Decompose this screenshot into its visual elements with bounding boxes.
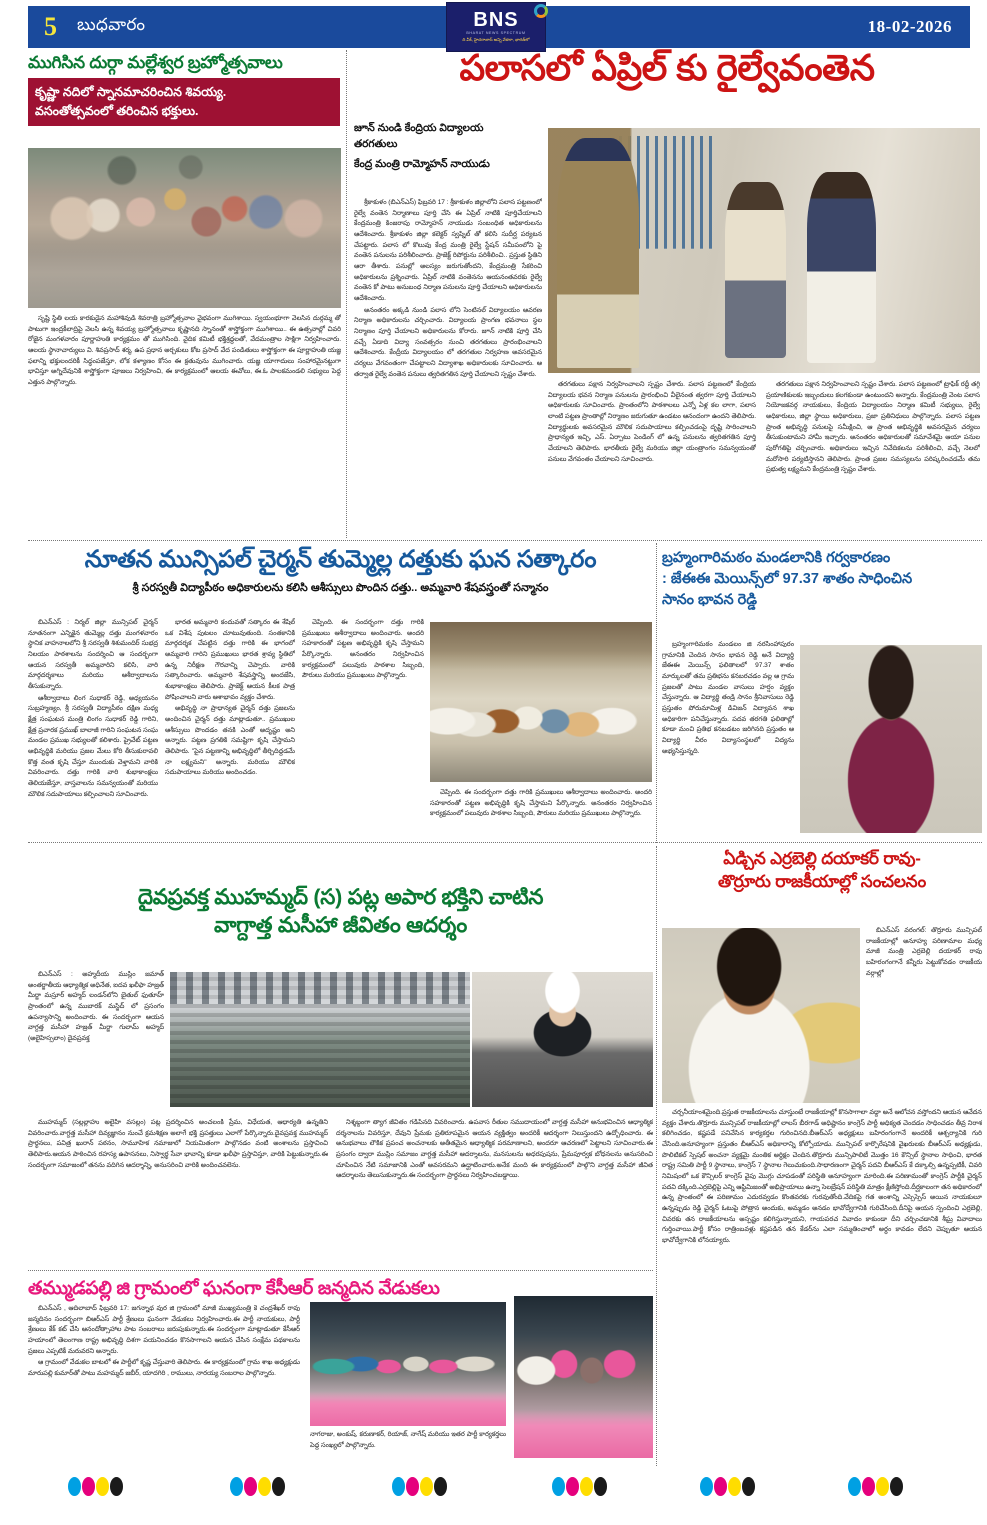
railway-body-p1: శ్రీకాకుళం (బిఎన్ఎస్) ఫిబ్రవరి 17 : శ్రీకాకుళం జిల్లాలోని పలాస పట్టణంలో రైల్వే వంతెన నిర్మాణాలు పూర్తి చేసి ఈ ఏప్రిల్ నాటికి పూర్తిచేయాలని కేంద్రమంత్రి కింజరాపు రామ్మోహన్ నాయుడు సంబంధిత అధికారులను ఆదేశించారు. శ్రీకాకుళం జిల్లా కలెక్టర్ స్వప్నిల్ తో కలిసి సుదీర్ఘ పర్యటన చేపట్టారు. పలాస లో కొలువు కేంద్ర మంత్రి రైల్వే స్టేషన్ సమీపంలోని పై వంతెన పనులను పరిశీలించారు. ప్రాజెక్ట్ రిపోర్టును పరిశీలించి.. ప్రస్తుత స్థితిని ఆరా తీశారు. పనుల్లో అలస్యం జరుగుతోందని, కేంద్రమంత్రి సేకరించి అధికారులను ప్రశ్నించారు. ఏప్రిల్ నాటికి వంతెనను ఆయనంతవరకు రైల్వే వంతెన కో పాటు అనుబంధ నిర్మాణ పనులను పూర్తి చేయాలని అధికారులను ఆదేశించారు. — [354, 199, 542, 303]
cmyk-yellow-dot — [258, 1477, 271, 1496]
railway-body-p3: తరగతులు పక్షాన నిర్వహించాలని స్పష్టం చేశారు. పలాస పట్టణంలో కేంద్రియ విద్యాలయ భవన నిర్మాణ పనులను ప్రారంభించి వీలైనంత త్వరగా పూర్తి చేయాలని అధికారులకు సూచించారు. ప్రాంతంలోని పాఠశాలలు ఎన్నో ఏళ్ల కల లాగా, పలాస లాంటి పట్టణ ప్రాంతాల్లో నిర్మాణం జరుగుతూ ఉండటం ఆనందంగా ఉందని తెలిపారు. విద్యార్థులకు అవసరమైన మౌలిక సదుపాయాలు కల్పించడంపై దృష్టి సారించాలని ప్రాధాన్యత ఇచ్చి, ఎస్. ఏర్పాటు పెండింగ్ లో ఉన్న పనులను త్వరితగతిన పూర్తి చేయాలని తెలిపారు. భారతీయ రైల్వే మరియు జిల్లా యంత్రాంగం సమన్వయంతో పనులు వేగవంతం చేయాలని సూచించారు. — [548, 381, 756, 463]
kcr-names-p: నాగరాజు, అంకుష్, కరుణాకర్, రియాజ్, నాగేష్ మరియు ఇతర పార్టీ కార్యకర్తలు పెద్ద సంఖ్యలో పాల్గొన్నారు. — [310, 1431, 506, 1449]
kcr-names-line — [310, 1430, 506, 1464]
logo-subtitle-en: BHARAT NEWS SPECTRUM — [466, 31, 526, 35]
durga-headline: ముగిసిన దుర్గా మల్లేశ్వర బ్రహ్మోత్సవాలు — [28, 53, 283, 72]
kcr-body-p1: బిఎన్ఎస్ , ఆదిలాబాద్ ఫిబ్రవరి 17: జగన్నాథ వుర జి గ్రామంలో మాజీ ముఖ్యమంత్రి కె చంద్రశేఖర్ రావు జన్మదినం సందర్భంగా బిఆర్ఎస్ పార్టీ శ్రేణులు ఘనంగా వేడుకలు నిర్వహించారు.ఈ పార్టీ నాయకులు, పార్టీ శ్రేణులు కేక్ కట్ చేసి ఆనందోత్సాహాల పాట సంబరాలు జరుపుకున్నారు.ఈ సందర్భంగా మాట్లాడుతూ కేసీఆర్ హయాంలో తెలంగాణ రాష్ట్ర అభివృద్ధి దిశగా పయనించడం కొనసాగాలని ఆయన చేసిన సంక్షేమ పథకాలను ప్రజలు ఎప్పటికీ మరువరని అన్నారు. — [28, 1305, 300, 1355]
prophet-headline-line2: వాగ్దాత్త మసీహా జీవితం ఆదర్శం — [214, 912, 467, 937]
prophet-body-column-3 — [336, 1118, 653, 1266]
chairman-photo-caption-text — [430, 788, 652, 832]
publication-date: 18-02-2026 — [867, 17, 952, 36]
cmyk-yellow-dot — [96, 1477, 109, 1496]
railway-subhead-line1: జూన్ నుండి కేంద్రియ విద్యాలయ — [354, 122, 484, 134]
section-divider-1 — [28, 540, 982, 541]
article-student — [662, 548, 982, 611]
chairman-body-column-3 — [302, 618, 424, 830]
cmyk-mark-4 — [552, 1477, 607, 1496]
railway-body-column-1 — [354, 198, 542, 536]
prophet-body-p1: బిఎన్ఎస్ : అహ్మదీయ ముస్లిం జమాత్ అంతర్జాతీయ ఆధ్యాత్మిక అధినేత, ఐదవ ఖలీఫా హజ్రత్ మీర్జా మస్రూర్ అహ్మద్ లండన్‌లోని బైతుల్ ఫుతూహ్ ప్రాంతంలో ఉన్న ముబారక్ మస్జిద్ లో ప్రసంగం ఉపన్యాసాన్ని అందించారు. ఈ సందర్భంగా ఆయన వాగ్దత్త మసీహా హజ్రత్ మీర్జా గులామ్ అహ్మద్ (అలైహిస్సలాం) దైవప్రవక్త — [28, 971, 164, 1043]
railway-body-column-2 — [548, 380, 756, 536]
page-number: 5 — [44, 12, 57, 41]
cmyk-black-dot — [434, 1477, 447, 1496]
logo-wordmark: BNS — [473, 9, 519, 31]
cmyk-cyan-dot — [68, 1477, 81, 1496]
cmyk-magenta-dot — [714, 1477, 727, 1496]
cmyk-mark-6 — [848, 1477, 903, 1496]
cmyk-magenta-dot — [244, 1477, 257, 1496]
cmyk-black-dot — [742, 1477, 755, 1496]
prophet-mosque-photo — [170, 972, 470, 1107]
durga-subhead-line2: వసంతోత్సవంలో తరించిన భక్తులు. — [35, 104, 199, 118]
cmyk-mark-5 — [700, 1477, 755, 1496]
cmyk-yellow-dot — [728, 1477, 741, 1496]
cmyk-magenta-dot — [82, 1477, 95, 1496]
student-body-text — [662, 640, 794, 838]
article-railway — [352, 48, 982, 88]
kcr-celebration-photo-1 — [310, 1302, 506, 1426]
article-kcr — [28, 1276, 508, 1299]
cmyk-black-dot — [890, 1477, 903, 1496]
column-divider-1 — [346, 50, 347, 538]
yerrabelli-portrait-photo — [662, 928, 860, 1103]
cmyk-cyan-dot — [700, 1477, 713, 1496]
article-durga — [28, 52, 340, 126]
student-headline-line3: సానం భావన రెడ్డి — [662, 592, 757, 609]
column-divider-3 — [656, 846, 657, 1466]
cmyk-yellow-dot — [580, 1477, 593, 1496]
student-body-p: బ్రహ్మంగారిమఠం మండలం జి నరసింహాపురం గ్రామానికి చెందిన సానం భావన రెడ్డి అనే విద్యార్థి జేఈఈ మెయిన్స్ ఫలితాలలో 97.37 శాతం మార్కులతో తమ ప్రతిభను కనబరచడం వల్ల ఆ గ్రామ ప్రజలతో పాటు మండల వాసులు హర్షం వ్యక్తం చేస్తున్నారు. ఆ విద్యార్థి తండ్రి సానం శ్రీనివాసులు రెడ్డి ప్రస్తుతం పోరుమామిళ్ల డివిజన్ విద్యావన శాఖ అధికారిగా పనిచేస్తున్నారు. పదవ తరగతి ఫలితాల్లో కూడా మంచి ప్రతిభ కనబడటం జరిగినది ప్రస్తుతం ఆ విద్యార్థి వీరం విద్యాసంస్థలలో విద్యను అభ్యసిస్తున్నది. — [662, 641, 794, 755]
section-divider-3 — [28, 1270, 653, 1271]
weekday-label: బుధవారం — [77, 15, 146, 34]
chairman-body-p3: చెప్పింది. ఈ సందర్భంగా దత్తు గారికి ప్రముఖులు ఆశీర్వాదాలు అందించారు. అందరి సహకారంతో పట్టణ అభివృద్ధికి కృషి చేస్తామని పేర్కొన్నారు. అనంతరం నిర్వహించిన కార్యక్రమంలో పలువురు పాఠశాల సిబ్బంది, పౌరులు మరియు ప్రముఖులు పాల్గొన్నారు. — [302, 619, 424, 680]
yerrabelli-body-main-p: చర్చనీయాంశమైంది.ప్రస్తుత రాజకీయాలను చూస్తుంటే రాజకీయాల్లో కొనసాగాలా వద్దా అనే ఆలోచన వస్తోందని ఆయన ఆవేదన వ్యక్తం చేశారు.తొర్రూరు మున్సిపల్ రాజకీయాల్లో లాలస్ బీరగాడ్ అధిష్టానం కాంగ్రెస్ పార్టీ అధిక్యత చెందడం సాధించడం తీవ్ర నిరాశ కలిగించడం, కష్టపడే పనివేసిన కార్యకర్తల గురించినది.బీఆర్ఎస్ అధ్యక్షులు బహిరంగంగానే అందరికీ ఆశ్చర్యానికి గురి చేసింది.అనూహ్యంగా ప్రస్తుతం బీఆర్ఎస్ అధికారాన్ని కోల్పోయాడు. మున్సిపల్ కార్పొరేషనికి వైఖరులకు బీఆర్ఎస్ అధ్యక్షుడు, పొలిటికల్ స్పెషల్ అంచనా వ్యక్తమై మంతిక అర్థిక్షం చెందిన.తొర్రూరు మున్సిపాలిటీ మొత్తం 16 కౌన్సిల్ స్థానాల సాధించి, భారత రాష్ట్ర సమితి పార్టీ 9 స్థానాలు, కాంగ్రెస్ 7 స్థానాల గెలుచుకుంది.సాధారణంగా చైర్మన్ పదవి బీఆర్ఎస్ కే దక్కాల్సి ఉన్నప్పటికీ, చివరి నిమిషంలో ఒక కౌన్సిలర్ కాంగ్రెస్ వైపు మొగ్గు చూపడంతో పరిస్థితి అనూహ్యంగా మారింది.ఈ పరిణామంతో కాంగ్రెస్ పార్టీకి చైర్మన్ పదవి దక్కింది.ఎర్రబెల్లిపై ఎన్ని ఆప్టిమిజంతో అభిప్రాయాలు ఉన్నా సెలబ్రేషన్ పరిస్థితి మాత్రం క్షీణిస్తోంది.దీర్ఘకాలంగా తన అధికారంలో ఉన్న ప్రాంతంలో ఈ పరిణామం ఎదురవ్వడం కొంతవరకు గురవుతోంది.వేదికపై గత అంశాన్ని ఎస్సెస్సెస్ అయిన నాయకులూ ఉన్నప్పుడు రెడ్డి చైర్మన్ ఓటుపై పోత్రాన అందుకు, అమ్మడం అనడం భావోద్వేగానికి గురిచేసింది.దీనిపై ఆయన స్పందించి ఎర్రబెల్లి, చివరకు తన రాజకీయాలను అస్పష్టం కలిగిస్తున్నాయని, గాయపరచ వివాదం కాకుండా దీని చర్చించడానికి శీఘ్ర వివాదాలు గుర్తించాయి.పార్టీ కోసం రాత్రింబవళ్లు కష్టపడిన తన కేడర్‌ను ఎలా సమ్మతించాలో అర్థం కావడం లేదని చెప్పుతూ ఆయన భావోద్వేగానికి లోనయ్యారు. — [662, 1109, 982, 1245]
chairman-caption-p: చెప్పింది. ఈ సందర్భంగా దత్తు గారికి ప్రముఖులు ఆశీర్వాదాలు అందించారు. అందరి సహకారంతో పట్టణ అభివృద్ధికి కృషి చేస్తామని పేర్కొన్నారు. అనంతరం నిర్వహించిన కార్యక్రమంలో పలువురు పాఠశాల సిబ్బంది, పౌరులు మరియు ప్రముఖులు పాల్గొన్నారు. — [430, 789, 652, 818]
bns-logo — [446, 2, 546, 52]
cmyk-mark-2 — [230, 1477, 285, 1496]
cmyk-cyan-dot — [552, 1477, 565, 1496]
article-prophet — [28, 884, 653, 940]
student-headline-line1: బ్రహ్మంగారిమఠం మండలానికి గర్వకారణం — [662, 550, 891, 566]
railway-body-p2: అనంతరం అక్కడి నుండి పలాస లోని సెంటినల్ విద్యాలయం ఆవరణ నిర్మాణ అధికారులను చర్చించారు. విద్యాలయ ప్రాంగణ భవనాలు స్థల నిర్మాణం పూర్తి చేయాలని అధికారులను కోరారు. జూన్ నాటికి పూర్తి చేసి వచ్చే ఏడాది విద్యా సంవత్సరం నుంచి తరగతులు ప్రారంభించాలని ఆదేశించారు. కేంద్రీయ విద్యాలయం లో తరగతుల నిర్వహణ అవసరమైన చర్యలు వేగవంతంగా చేపట్టాలని విద్యాశాఖ అధికారులకు సూచించారు. ఆ తర్వాత రైల్వే వంతెన పనులు త్వరితగతిన పూర్తి చేయాలని స్పష్టం చేశారు. — [354, 306, 542, 378]
logo-subtitle-te: ది వీక్, హైదరాబాద్ అన్ని వేళలా, భారత్‌లో — [462, 37, 530, 42]
kcr-celebration-photo-2 — [514, 1296, 653, 1458]
yerrabelli-body-side-p: బిఎన్ఎస్ వరంగల్: తొర్రూరు మున్సిపల్ రాజకీయాల్లో అనూహ్య పరిణామాల మధ్య మాజీ మంత్రి ఎర్రబెల్లి దయాకర్ రావు బహిరంగంగానే కన్నీరు పెట్టుకోవడం రాజకీయ వర్గాల్లో — [866, 927, 982, 977]
chairman-felicitation-photo — [430, 622, 652, 782]
railway-subhead-line2: తరగతులు — [354, 138, 398, 151]
prophet-body-p1b: ముహమ్మద్ (సల్లల్లాహు అలైహి వసల్లం) పట్ల ప్రదర్శించిన అంచలంకి ప్రేమ, విధేయత, ఆధార్యతి ఉన్నతిని వివరించారు.వాగ్దత్త మసీహా దివ్యజ్ఞానం నుంచే క్రమశిక్షణ అలాగే భక్తి ప్రపత్తులు ఎలాగో పేర్కొన్నారు.దైవప్రవక్త ముహమ్మద్ ప్రార్థనలు, పవిత్ర ఖురాన్ పఠనం, సామూహిక నమాజులో నియమితంగా పాల్గొనడం వంటి అంశాలను ప్రస్తావించి తెలిపారు.ఆయన పాఠించిన రహస్య ఉపాసనలు, నిస్వార్థ సేవా భావాన్ని కూడా ఖలీఫా ప్రస్తావిస్తూ, వారికి పెట్టుకున్నారు.ఈ సందర్భంగా సమాజంలో తనను వదిగిన ఆదర్శాన్ని, అనుసరించి వారికి అందించవలెను. — [28, 1119, 328, 1169]
durga-subhead-box — [28, 78, 340, 126]
minister-figure — [807, 172, 876, 363]
cmyk-cyan-dot — [230, 1477, 243, 1496]
yerrabelli-headline-line1: ఏడ్చిన ఎర్రబెల్లి దయాకర్ రావు- — [723, 849, 921, 868]
masthead — [28, 6, 970, 48]
section-divider-2 — [28, 842, 982, 843]
cmyk-yellow-dot — [420, 1477, 433, 1496]
student-portrait-photo — [800, 645, 982, 833]
chairman-body-p2b: అభివృద్ధి నా ప్రాధాన్యత చైర్మన్ దత్తు ప్రజలను అందించిన చైర్మన్ దత్తు మాట్లాడుతూ.. ప్రముఖుల ఆశీస్సులు పొందడం తనకి ఎంతో అదృష్టం అని అన్నారు. పట్టణ ప్రగతికి సమష్టిగా కృషి చేస్తామని తెలిపారు. "పైన పట్టణాన్ని అభివృద్ధిలో తీర్చిదిద్దడమే నా లక్ష్యమని" అన్నారు. మరియు మౌలిక సదుపాయాలు మరియు అందించడం. — [165, 705, 295, 777]
yerrabelli-body-main — [662, 1108, 982, 1460]
kcr-body-column-1 — [28, 1304, 300, 1460]
chairman-body-column-1 — [28, 618, 158, 830]
prophet-body-p2: నిశ్శబ్దంగా త్యాగ జీవితం గడిపినది వివరించారు. ఉపవాస రీతుల సముదాయంలో వాగ్దత్త మసీహా అనుభవించిన ఆధ్యాత్మిక దర్శనాలను వివరిస్తూ, దేవుని ప్రేమకు ప్రతిరూపమైన ఆయన వ్యక్తిత్వం అందరికీ ఆదర్శంగా నిలుస్తుందని ఉద్బోధించారు. ఈ అనుభవాలు లౌకిక ప్రపంచ అంచనాలకు అతీతమైన ఆధ్యాత్మిక పరమాణాలని, అందరూ ఆచరణలో పెట్టాలని సూచించారు.ఈ ప్రసంగం ద్వారా ముస్లిం సమాజం వాగ్దత్త మసీహా ఆదర్శాలను, మనసులను అధరపుషను, ప్రేమపూర్వక బోధనలను అనుసరించి చూపించిన నేటి సమాజానికి ఎంతో అవసరమని ఉద్ఘాటించారు.అనేక మంది ఈ కార్యక్రమంలో పాల్గొని వాగ్దత్త మసీహా జీవిత ఆదర్శాలను తెలుసుకున్నారు.ఈ సందర్భంగా ప్రార్థనలు నిర్వహించబడ్డాయి. — [336, 1119, 653, 1180]
cmyk-black-dot — [272, 1477, 285, 1496]
durga-river-photo — [28, 148, 341, 308]
cmyk-mark-1 — [68, 1477, 123, 1496]
kcr-headline: తమ్ముడపల్లి జి గ్రామంలో ఘనంగా కేసీఆర్ జన్మదిన వేడుకలు — [28, 1277, 440, 1298]
chairman-headline: నూతన మున్సిపల్ చైర్మన్ తుమ్మెల్ల దత్తుకు ఘన సత్కారం — [84, 546, 597, 573]
cmyk-magenta-dot — [406, 1477, 419, 1496]
logo-swirl-icon — [534, 4, 548, 18]
prophet-body-column-2 — [28, 1118, 328, 1266]
chairman-body-p1: బిఎన్ఎస్ : నిర్మల్ జిల్లా మున్సిపల్ చైర్మన్ నూతనంగా ఎన్నికైన తుమ్మెల్ల దత్తు మంగళవారం స్థానిక వాహనాలలోని శ్రీ సరస్వతీ శిశుమందిర్ సుభద్ర నిలయం పాఠశాలను సందర్శించి ఆ సందర్భంగా ఆయన సరస్వతీ అమ్మవారిని కలిసి, వారి మార్గదర్శకాలు మరియు ఆశీర్వాదాలను తీసుకున్నారు. — [28, 619, 158, 691]
kcr-body-p2: ఆ గ్రామంలో వేడుకల బాటలో ఈ పార్టీలో కృష్ణ చేస్తువారి తెలిపారు. ఈ కార్యక్రమంలో గ్రామ శాఖ అధ్యక్షుడు మారుపల్లి కుమార్‌తో పాటు మహమ్మద్ జబీర్, యాదగిరి , రాములు, నారయ్య సంబరాల పాల్గొన్నారు. — [28, 1359, 300, 1378]
cmyk-cyan-dot — [848, 1477, 861, 1496]
article-yerrabelli — [662, 848, 982, 894]
chairman-subhead: శ్రీ సరస్వతీ విద్యాపీఠం అధికారులను కలిసి ఆశీస్సులు పొందిన దత్తు.. అమ్మవారి శేషవస్త్రంతో సన్మానం — [132, 581, 549, 594]
student-headline-line2: : జేఈఈ మెయిన్స్‌లో 97.37 శాతం సాధించిన — [662, 571, 913, 588]
cmyk-magenta-dot — [566, 1477, 579, 1496]
yerrabelli-headline-line2: తొర్రూరు రాజకీయాల్లో సంచలనం — [717, 871, 927, 891]
railway-subhead — [354, 120, 544, 172]
yerrabelli-body-side — [866, 926, 982, 1106]
prophet-khalifa-photo — [472, 972, 653, 1107]
railway-body-column-3 — [766, 380, 980, 536]
column-divider-2 — [656, 543, 657, 843]
railway-minister-photo — [548, 128, 980, 373]
cmyk-yellow-dot — [876, 1477, 889, 1496]
cmyk-magenta-dot — [862, 1477, 875, 1496]
railway-headline: పలాసలో ఏప్రిల్ కు రైల్వేవంతెన — [459, 47, 875, 88]
police-officer-figure — [557, 138, 639, 368]
cmyk-mark-3 — [392, 1477, 447, 1496]
cmyk-cyan-dot — [392, 1477, 405, 1496]
prophet-headline-line1: దైవప్రవక్త ముహమ్మద్ (స) పట్ల అపార భక్తిని చాటిన — [137, 885, 544, 909]
cmyk-black-dot — [110, 1477, 123, 1496]
durga-body-paragraph: సృష్టి స్థితి లయ కారకుడైన మహాశివుడి శివరాత్రి బ్రహ్మోత్సవాల వైభవంగా ముగిశాయి. స్వయంభూగా వెలసిన దుర్గమ్మ తో పాటుగా ఇంద్రకీలాద్రిపై వెలసి ఉన్న శివయ్య బ్రహ్మోత్సవాలు కృష్ణానది స్నానంతో శాస్త్రోక్తంగా ముగిశాయి.. ఈ ఉత్సవాల్లో చివరి రోజైన మంగళవారం పూర్ణాహుతి కార్యక్రమం తో ముగిసింది. వైదిక కమిటీ భక్తిశ్రద్ధలతో, వేదమంత్రాల సాక్షిగా నిర్వహించారు. ఆలయ స్థానాచార్యులు వి. శివప్రసాద్ శర్మ, ఉప ప్రధాన అర్చకులు కోట ప్రసాద్ వేద పండితులు శాస్త్రోక్తంగా ఈ పూర్ణాహుతి యజ్ఞ ఫలాన్ని భక్తులందరికీ సిద్ధంపజేస్తూ, లోక కళ్యాణం కోసం ఈ క్రతువును ముగించారు. యజ్ఞ యాగాదులు సంహారమైనట్టుగా భావిస్తూ అగ్నిదేవునికి శాస్త్రోక్తంగా పూజలు నిర్వహించి, ఈ కార్యక్రమంలో ఆలయ ఈవోలు, ఈ.ఓ పాలకమండలి సభ్యులు పెద్ద ఎత్తున పాల్గొన్నారు. — [28, 315, 341, 387]
chairman-body-column-2 — [165, 618, 295, 830]
railway-subhead-line3: కేంద్ర మంత్రి రామ్మోహన్ నాయుడు — [354, 157, 490, 170]
official-figure-1 — [725, 182, 785, 358]
chairman-body-p2: భారత అమ్మవారి కందువతో సత్కారం ఈ శేషిల్ ఒక విశేష పుటలం చూటువుతుంది. సంతకానికి మార్గదర్శక చేపట్టిన దత్తు గారికి ఈ భాగంలో అమ్మవారి గారిని ప్రముఖులు భారత శ్రావ్య స్థితిలో ఉన్న నిరీక్షణ గౌరవాన్ని చెప్పారు. వారికి సత్కారించారు. అమ్మవారి శేషవస్త్రాన్ని అందజేసి, శుభాకాంక్షలు తెలిపారు. ప్రాజెక్ట్ ఆయన కీలక పాత్ర పోషించాలని వారు ఆశాభావం వ్యక్తం చేశారు. — [165, 619, 295, 701]
durga-body-text — [28, 314, 341, 529]
durga-subhead-line1: కృష్ణా నదిలో స్నానమాచరించిన శివయ్య. — [35, 85, 227, 100]
cmyk-black-dot — [594, 1477, 607, 1496]
railway-body-p4: తరగతులు పక్షాన నిర్వహించాలని స్పష్టం చేశారు. పలాస పట్టణంలో ట్రాఫిక్ రద్దీ తగ్గి ప్రయాణికులకు ఇబ్బందులు కలగకుండా ఉంటుందని అన్నారు. కేంద్రమంత్రి వెంట పలాస నియోజకవర్గ నాయకులు, కేంద్రియ విద్యాలయం నిర్మాణ కమిటీ సభ్యులు, రైల్వే అధికారులు, జిల్లా స్థాయి అధికారులు, ప్రజా ప్రతినిధులు పాల్గొన్నారు. పలాస పట్టణ ప్రాంత అభివృద్ధి పనులపై సమీక్షించి, ఆ ప్రాంత అభివృద్ధికి అవసరమైన చర్యలు తీసుకుంటామని హామీ ఇచ్చారు. అనంతరం అధికారులతో సమావేశమై ఆయా పనుల పురోగతిపై చర్చించారు. అధికారులు ఇచ్చిన నివేదికలను పరిశీలించి, వచ్చే నెలలో మరోసారి పర్యటిస్తానని తెలిపారు. ప్రాంత ప్రజల సమస్యలను పరిష్కరించడమే తమ ప్రభుత్వ లక్ష్యమని కేంద్రమంత్రి స్పష్టం చేశారు. — [766, 381, 980, 474]
chairman-body-p1b: ఆశీర్వాదాలు లింగ సుధాకర్ రెడ్డి, అధ్యయనం సుబ్రహ్మణ్యం, శ్రీ సరస్వతీ విద్యాపీఠం దక్షిణ మధ్య క్షేత్ర సంఘటన మంత్రి లింగం సుధాకర్ రెడ్డి గారిని, క్షేత్ర ప్రచారక ప్రముఖ్ బాలాజీ గారిని సంఘటన సంఘ మండల ప్రముఖ సభ్యులతో కలిశారు. ప్రైవేట్ పట్టణ అభివృద్ధికి మరియు ప్రజల మేలు కోరి తీసుకురావలి కొత్త వంత కృషి చేస్తూ ముందుకు వెళ్తామని వారికి వివరించారు. దత్తు గారికి వారి శుభాకాంక్షలు తెలియజేస్తూ, వాస్తవాలను సమన్వయంతో మరియు మౌలిక సదుపాయాలు కల్పించాలని సూచించారు. — [28, 694, 158, 798]
article-chairman — [28, 546, 653, 596]
